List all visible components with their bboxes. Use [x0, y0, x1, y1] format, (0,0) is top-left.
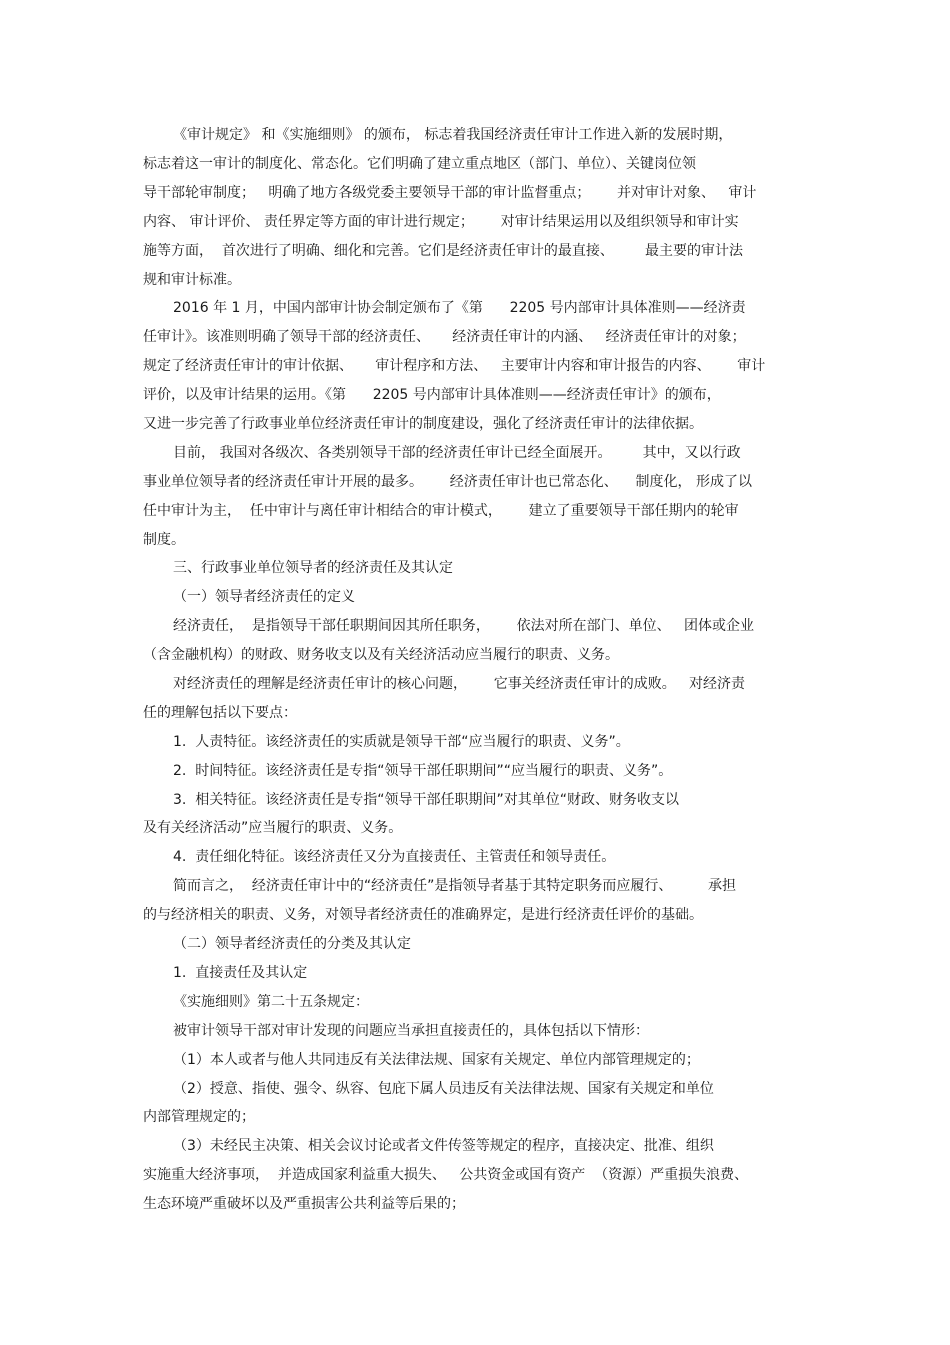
subsection-heading: （二）领导者经济责任的分类及其认定 — [173, 936, 411, 952]
section-heading: 三、行政事业单位领导者的经济责任及其认定 — [173, 560, 453, 576]
list-item: 4. 责任细化特征。该经济责任又分为直接责任、主管责任和领导责任。 — [173, 849, 616, 865]
text-line: 的与经济相关的职责、义务，对领导者经济责任的准确界定，是进行经济责任评价的基础。 — [143, 907, 703, 923]
text-line: （含金融机构）的财政、财务收支以及有关经济活动应当履行的职责、义务。 — [143, 647, 619, 663]
text-line: 任中审计为主， 任中审计与离任审计相结合的审计模式， 建立了重要领导干部任期内的轮审 — [143, 503, 739, 519]
list-item: 生态环境严重破坏以及严重损害公共利益等后果的； — [143, 1196, 465, 1212]
list-item: 1. 人责特征。该经济责任的实质就是领导干部“应当履行的职责、义务”。 — [173, 734, 630, 750]
text-line: 被审计领导干部对审计发现的问题应当承担直接责任的，具体包括以下情形： — [173, 1023, 649, 1039]
text-line: 任的理解包括以下要点： — [143, 705, 297, 721]
list-item: 内部管理规定的； — [143, 1109, 255, 1125]
text-line: 施等方面， 首次进行了明确、细化和完善。它们是经济责任审计的最直接、 最主要的审计法 — [143, 243, 744, 259]
text-line: 标志着这一审计的制度化、常态化。它们明确了建立重点地区（部门、单位）、关键岗位领 — [143, 156, 696, 172]
text-line: 对经济责任的理解是经济责任审计的核心问题， 它事关经济责任审计的成败。 对经济责 — [173, 676, 746, 692]
text-line: 事业单位领导者的经济责任审计开展的最多。 经济责任审计也已常态化、 制度化， 形成了以 — [143, 474, 752, 490]
text-line: 规和审计标准。 — [143, 272, 241, 288]
text-line: 任审计》。该准则明确了领导干部的经济责任、 经济责任审计的内涵、 经济责任审计的对象； — [143, 329, 746, 345]
text-line: 《审计规定》 和《实施细则》 的颁布， 标志着我国经济责任审计工作进入新的发展时期， — [173, 127, 733, 143]
text-line: 经济责任， 是指领导干部任职期间因其所任职务， 依法对所在部门、单位、 团体或企业 — [173, 618, 754, 634]
list-item: 1. 直接责任及其认定 — [173, 965, 308, 981]
list-item: （2）授意、指使、强令、纵容、包庇下属人员违反有关法律法规、国家有关规定和单位 — [173, 1081, 714, 1097]
text-line: 导干部轮审制度； 明确了地方各级党委主要领导干部的审计监督重点； 并对审计对象、 审计 — [143, 185, 757, 201]
subsection-heading: （一）领导者经济责任的定义 — [173, 589, 355, 605]
text-line: 评价，以及审计结果的运用。《第 2205 号内部审计具体准则——经济责任审计》的颁布， — [143, 387, 721, 403]
list-item: 3. 相关特征。该经济责任是专指“领导干部任职期间”对其单位“财政、财务收支以 — [173, 792, 680, 808]
text-line: 《实施细则》第二十五条规定： — [173, 994, 369, 1010]
list-item: 实施重大经济事项， 并造成国家利益重大损失、 公共资金或国有资产 （资源）严重损失浪费、 — [143, 1167, 749, 1183]
list-item: 2. 时间特征。该经济责任是专指“领导干部任职期间”“应当履行的职责、义务”。 — [173, 763, 673, 779]
list-item: 及有关经济活动”应当履行的职责、义务。 — [143, 820, 403, 836]
text-line: 又进一步完善了行政事业单位经济责任审计的制度建设，强化了经济责任审计的法律依据。 — [143, 416, 703, 432]
text-line: 2016 年 1 月，中国内部审计协会制定颁布了《第 2205 号内部审计具体准则——经济责 — [173, 300, 746, 316]
text-line: 制度。 — [143, 532, 185, 548]
list-item: （3）未经民主决策、相关会议讨论或者文件传签等规定的程序，直接决定、批准、组织 — [173, 1138, 714, 1154]
list-item: （1）本人或者与他人共同违反有关法律法规、国家有关规定、单位内部管理规定的； — [173, 1052, 700, 1068]
text-line: 规定了经济责任审计的审计依据、 审计程序和方法、 主要审计内容和审计报告的内容、 审计 — [143, 358, 766, 374]
text-line: 目前， 我国对各级次、各类别领导干部的经济责任审计已经全面展开。 其中，又以行政 — [173, 445, 741, 461]
text-line: 内容、 审计评价、 责任界定等方面的审计进行规定； 对审计结果运用以及组织领导和审计实 — [143, 214, 739, 230]
text-line: 简而言之， 经济责任审计中的“经济责任”是指领导者基于其特定职务而应履行、 承担 — [173, 878, 737, 894]
